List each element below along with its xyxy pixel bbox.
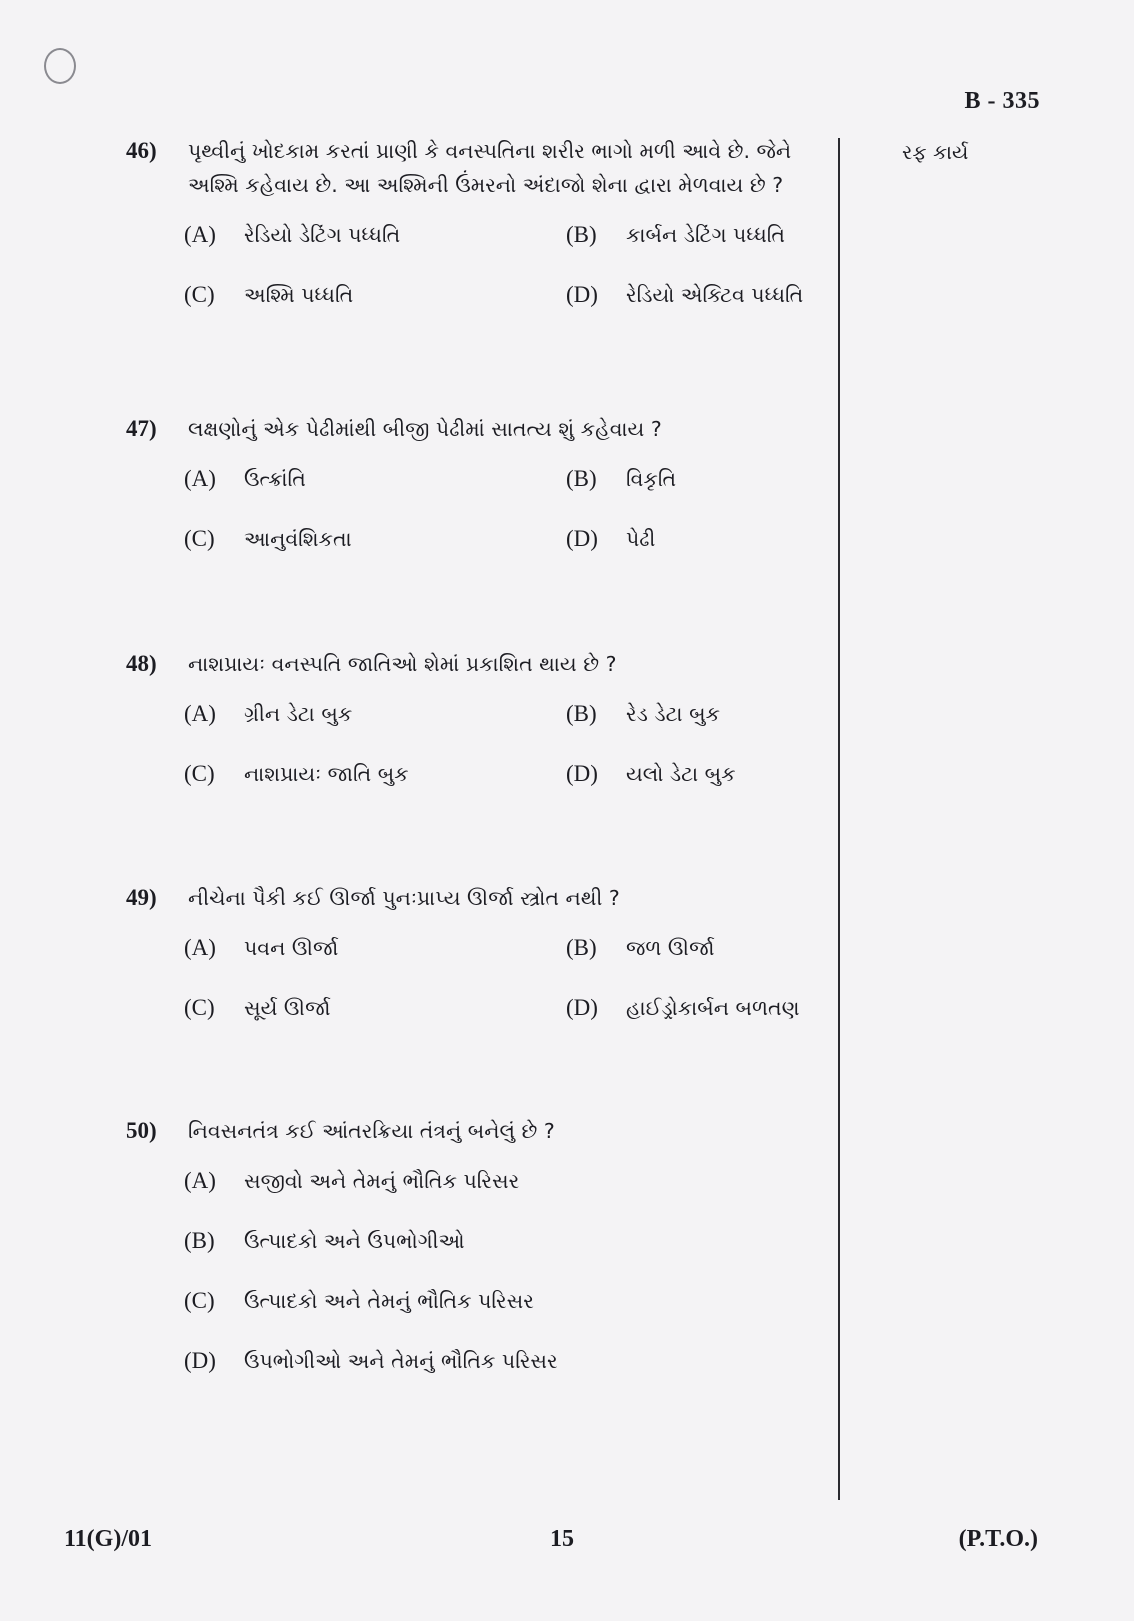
option-d <box>566 995 866 1031</box>
question-text: નીચેના પૈકી કઈ ઊર્જા પુનઃપ્રાપ્ય ઊર્જા સ્ત્રોત નથી ? <box>188 886 620 910</box>
option-d <box>566 761 866 797</box>
option-text: વિકૃતિ <box>626 467 677 491</box>
question-number: 50) <box>126 1118 157 1143</box>
paper-code: B - 335 <box>964 88 1040 114</box>
footer-paper-code: 11(G)/01 <box>64 1526 152 1552</box>
option-a <box>184 935 566 971</box>
option-d <box>184 1348 824 1384</box>
rough-work-label: રફ કાર્ય <box>902 140 969 164</box>
option-c <box>184 526 566 562</box>
option-text: સજીવો અને તેમનું ભૌતિક પરિસર <box>244 1169 520 1193</box>
question-text: નાશપ્રાયઃ વનસ્પતિ જાતિઓ શેમાં પ્રકાશિત થાય છે ? <box>188 652 617 676</box>
option-letter: (C) <box>184 1288 215 1313</box>
option-letter: (C) <box>184 282 215 307</box>
question-number: 49) <box>126 885 157 910</box>
option-b <box>566 222 866 258</box>
option-text: રેડિયો એક્ટિવ પધ્ધતિ <box>626 283 804 307</box>
option-b <box>566 935 866 971</box>
option-b <box>566 701 866 737</box>
option-a <box>184 466 566 502</box>
question-text: નિવસનતંત્ર કઈ આંતરક્રિયા તંત્રનું બનેલું છે ? <box>188 1119 555 1143</box>
option-text: સૂર્ય ઊર્જા <box>244 996 331 1020</box>
question-49 <box>126 881 836 1031</box>
option-c <box>184 1288 824 1324</box>
option-text: પેઢી <box>626 527 656 551</box>
option-a <box>184 222 566 258</box>
option-text: ગ્રીન ડેટા બુક <box>244 702 353 726</box>
question-47 <box>126 412 836 562</box>
option-letter: (B) <box>566 935 597 960</box>
option-d <box>566 282 866 318</box>
option-text: ઉપભોગીઓ અને તેમનું ભૌતિક પરિસર <box>244 1349 558 1373</box>
rough-work-divider <box>838 138 840 1500</box>
option-text: ઉત્ક્રાંતિ <box>244 467 306 491</box>
option-d <box>566 526 866 562</box>
options-list <box>184 1168 836 1384</box>
option-letter: (A) <box>184 466 216 491</box>
question-50 <box>126 1114 836 1384</box>
option-c <box>184 761 566 797</box>
option-c <box>184 282 566 318</box>
option-letter: (A) <box>184 701 216 726</box>
option-letter: (D) <box>566 761 598 786</box>
option-text: ઉત્પાદકો અને તેમનું ભૌતિક પરિસર <box>244 1289 534 1313</box>
option-letter: (A) <box>184 1168 216 1193</box>
option-text: નાશપ્રાયઃ જાતિ બુક <box>244 762 409 786</box>
option-letter: (D) <box>566 526 598 551</box>
option-letter: (C) <box>184 761 215 786</box>
option-text: આનુવંશિકતા <box>244 527 352 551</box>
option-letter: (A) <box>184 222 216 247</box>
option-a <box>184 701 566 737</box>
option-text: જળ ઊર્જા <box>626 936 715 960</box>
option-letter: (C) <box>184 995 215 1020</box>
option-letter: (B) <box>184 1228 215 1253</box>
options-grid <box>184 222 836 318</box>
question-text: પૃથ્વીનું ખોદકામ કરતાં પ્રાણી કે વનસ્પતિના શરીર ભાગો મળી આવે છે. જેને અશ્મિ કહેવાય છે. આ અશ્મિની ઉંમરનો અંદાજો શેના દ્વારા મેળવાય છે ? <box>188 139 792 197</box>
question-number: 47) <box>126 416 157 441</box>
option-letter: (B) <box>566 222 597 247</box>
question-48 <box>126 647 836 797</box>
question-number: 48) <box>126 651 157 676</box>
option-b <box>566 466 866 502</box>
option-a <box>184 1168 824 1204</box>
punch-hole-mark <box>44 48 76 84</box>
option-c <box>184 995 566 1031</box>
question-46 <box>126 134 836 318</box>
question-text: લક્ષણોનું એક પેઢીમાંથી બીજી પેઢીમાં સાતત્ય શું કહેવાય ? <box>188 417 662 441</box>
option-letter: (A) <box>184 935 216 960</box>
option-text: યલો ડેટા બુક <box>626 762 736 786</box>
option-text: પવન ઊર્જા <box>244 936 339 960</box>
option-letter: (C) <box>184 526 215 551</box>
option-letter: (D) <box>566 995 598 1020</box>
options-grid <box>184 935 836 1031</box>
option-letter: (D) <box>566 282 598 307</box>
option-text: રેડિયો ડેટિંગ પધ્ધતિ <box>244 223 401 247</box>
options-grid <box>184 701 836 797</box>
option-letter: (D) <box>184 1348 216 1373</box>
option-text: અશ્મિ પધ્ધતિ <box>244 283 354 307</box>
option-text: રેડ ડેટા બુક <box>626 702 721 726</box>
options-grid <box>184 466 836 562</box>
footer-page-number: 15 <box>550 1526 574 1552</box>
option-text: ઉત્પાદકો અને ઉપભોગીઓ <box>244 1229 465 1253</box>
option-b <box>184 1228 824 1264</box>
option-text: હાઈડ્રોકાર્બન બળતણ <box>626 996 800 1020</box>
option-letter: (B) <box>566 701 597 726</box>
footer-pto: (P.T.O.) <box>958 1526 1038 1552</box>
option-letter: (B) <box>566 466 597 491</box>
question-number: 46) <box>126 138 157 163</box>
option-text: કાર્બન ડેટિંગ પધ્ધતિ <box>626 223 785 247</box>
